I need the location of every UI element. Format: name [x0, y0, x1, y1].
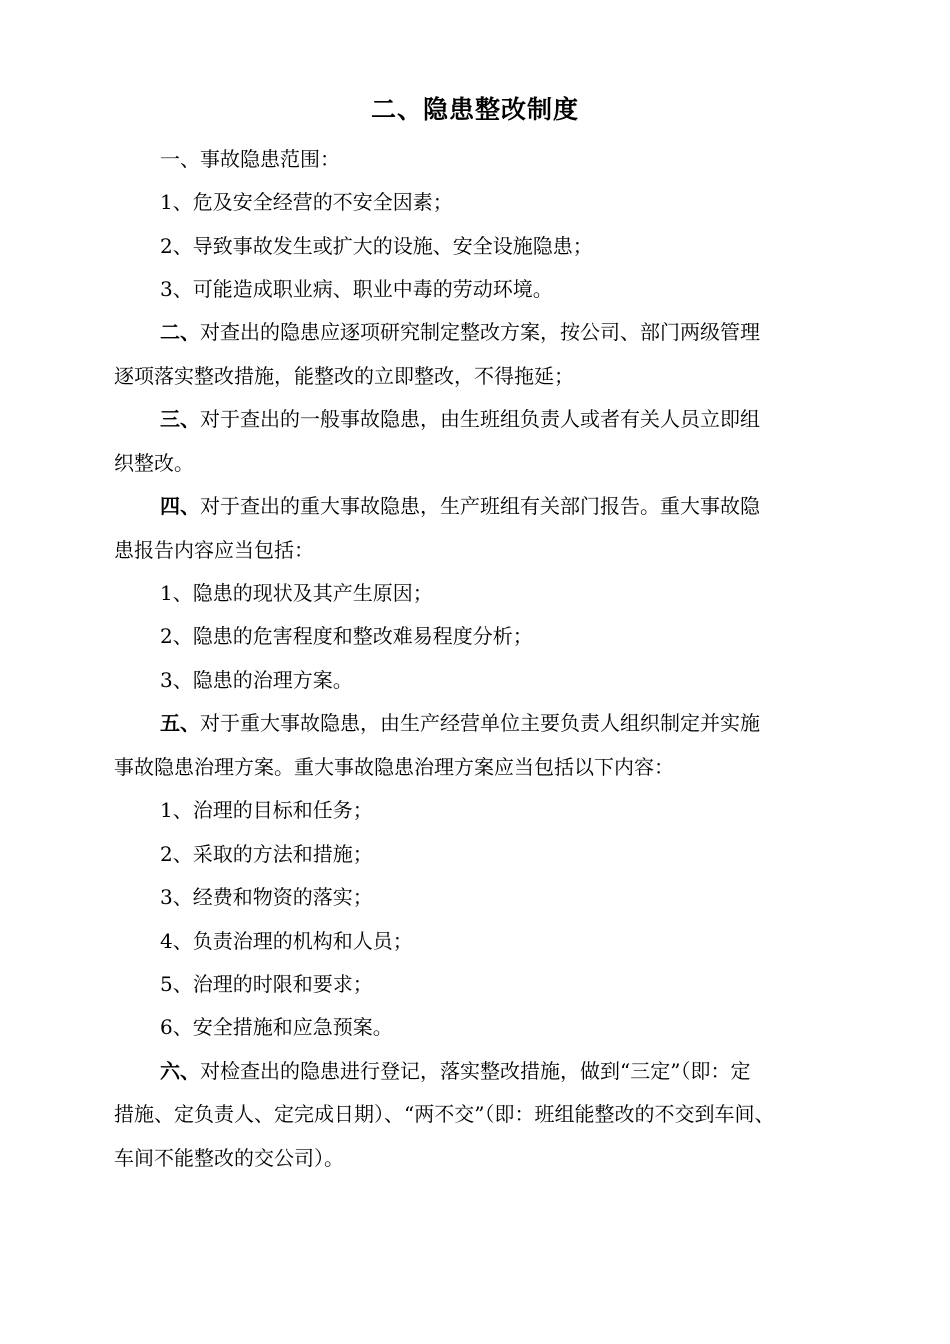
section-2-text-1: 对查出的隐患应逐项研究制定整改方案，按公司、部门两级管理	[200, 320, 760, 344]
section-4-item-1: 1、隐患的现状及其产生原因；	[160, 581, 433, 605]
section-5-item-3: 3、经费和物资的落实；	[160, 885, 373, 909]
section-4-line-2: 患报告内容应当包括：	[114, 538, 314, 562]
section-1-heading: 一、事故隐患范围：	[160, 147, 340, 171]
section-2-line-1	[160, 319, 760, 345]
section-2-line-2: 逐项落实整改措施，能整改的立即整改，不得拖延；	[114, 364, 574, 388]
section-4-text-1: 对于查出的重大事故隐患，生产班组有关部门报告。重大事故隐	[200, 494, 760, 518]
section-5-item-5: 5、治理的时限和要求；	[160, 972, 373, 996]
section-4-number: 四、	[160, 494, 200, 518]
section-1-item-3: 3、可能造成职业病、职业中毒的劳动环境。	[160, 277, 553, 301]
section-5-line-1	[160, 710, 760, 736]
section-4-line-1	[160, 493, 760, 519]
section-5-item-1: 1、治理的目标和任务；	[160, 798, 373, 822]
section-5-item-6: 6、安全措施和应急预案。	[160, 1015, 393, 1039]
section-4-item-2: 2、隐患的危害程度和整改难易程度分析；	[160, 624, 533, 648]
section-5-number: 五、	[160, 711, 200, 735]
section-6-text-1: 对检查出的隐患进行登记，落实整改措施，做到“三定”（即：定	[200, 1059, 751, 1083]
section-3-number: 三、	[160, 407, 200, 431]
section-5-item-2: 2、采取的方法和措施；	[160, 842, 373, 866]
section-5-item-4: 4、负责治理的机构和人员；	[160, 929, 413, 953]
section-2-number: 二、	[160, 320, 200, 344]
section-1-item-1: 1、危及安全经营的不安全因素；	[160, 190, 453, 214]
section-5-text-1: 对于重大事故隐患，由生产经营单位主要负责人组织制定并实施	[200, 711, 760, 735]
section-6-line-2: 措施、定负责人、定完成日期）、“两不交”（即：班组能整改的不交到车间、	[114, 1102, 775, 1126]
section-1-item-2: 2、导致事故发生或扩大的设施、安全设施隐患；	[160, 234, 593, 258]
section-3-text-1: 对于查出的一般事故隐患，由生班组负责人或者有关人员立即组	[200, 407, 760, 431]
section-6-number: 六、	[160, 1059, 200, 1083]
document-title: 二、隐患整改制度	[370, 95, 579, 124]
section-6-line-1	[160, 1058, 750, 1084]
section-3-line-2: 织整改。	[114, 451, 194, 475]
section-6-line-3: 车间不能整改的交公司）。	[114, 1146, 344, 1170]
section-4-item-3: 3、隐患的治理方案。	[160, 668, 353, 692]
section-3-line-1	[160, 406, 760, 432]
section-5-line-2: 事故隐患治理方案。重大事故隐患治理方案应当包括以下内容：	[114, 755, 674, 779]
